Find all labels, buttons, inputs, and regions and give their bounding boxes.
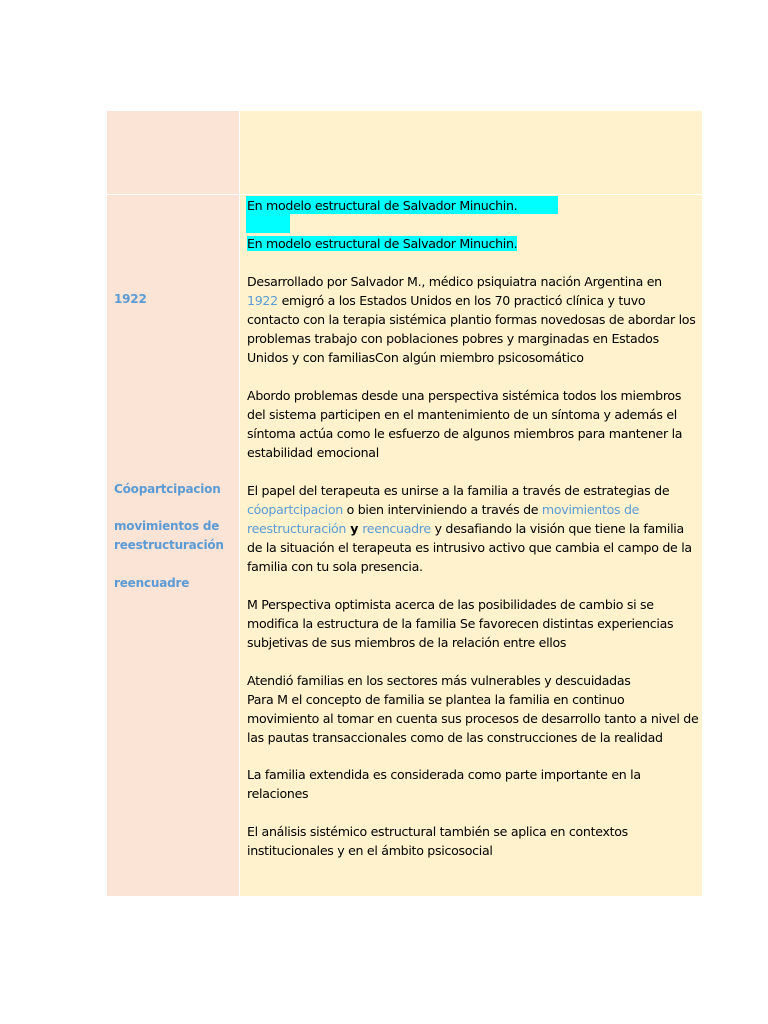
families-text-b: Para M el concepto de familia se plantea la familia en continuo movimiento al tomar en cuenta sus procesos de desarrollo tanto a nivel de las pautas transaccionales como de las construcciones de la realidad xyxy=(247,692,699,745)
role-coopartcipacion: cóopartcipacion xyxy=(247,502,343,517)
families-text-a: Atendió familias en los sectores más vulnerables y descuidadas xyxy=(247,673,631,688)
role-movimientos: movimientos de reestructuración xyxy=(247,502,640,536)
intro-text-b: emigró a los Estados Unidos en los 70 practicó clínica y tuvo contacto con la terapia sistémica plantio formas novedosas de abordar los problemas trabajo con poblaciones pobres y marginadas en Estados Unidos y con familiasCon algún miembro psicosomático xyxy=(247,293,696,365)
role-reencuadre: reencuadre xyxy=(362,521,431,536)
label-reestructuracion: reestructuración xyxy=(114,538,224,552)
role-y: y xyxy=(346,521,363,536)
title-line-2 xyxy=(247,234,699,253)
paragraph-approach: Abordo problemas desde una perspectiva sistémica todos los miembros del sistema participen en el mantenimiento de un síntoma y además el síntoma actúa como le esfuerzo de algunos miembros para mantener la estabilidad emocional xyxy=(247,388,683,460)
label-reencuadre: reencuadre xyxy=(114,576,190,590)
intro-year: 1922 xyxy=(247,293,278,308)
right-header-cell xyxy=(240,111,702,194)
role-text-b: o bien interviniendo a través de xyxy=(342,502,542,517)
paragraph-extended-family: La familia extendida es considerada como parte importante en la relaciones xyxy=(247,767,641,801)
label-coopartcipacion: Cóopartcipacion xyxy=(114,482,221,496)
role-text-a: El papel del terapeuta es unirse a la familia a través de estrategias de xyxy=(247,483,670,498)
left-header-cell xyxy=(107,111,239,194)
paragraph-intro xyxy=(247,272,699,367)
paragraph-structural-analysis: El análisis sistémico estructural también se aplica en contextos institucionales y en el ámbito psicosocial xyxy=(247,824,628,858)
role-text-c: y desafiando la visión que tiene la familia de la situación el terapeuta es intrusivo activo que cambia el campo de la familia con tu sola presencia. xyxy=(247,521,692,574)
left-body-cell xyxy=(107,195,239,896)
label-year: 1922 xyxy=(114,292,147,306)
intro-text-a: Desarrollado por Salvador M., médico psiquiatra nación Argentina en xyxy=(247,274,662,289)
highlight-band-empty-line xyxy=(246,214,290,233)
title-line-1: En modelo estructural de Salvador Minuchin. xyxy=(247,198,518,213)
paragraph-families xyxy=(247,671,699,747)
label-movimientos: movimientos de xyxy=(114,519,220,533)
paragraph-therapist-role xyxy=(247,481,699,576)
paragraph-perspective: M Perspectiva optimista acerca de las posibilidades de cambio si se modifica la estructura de la familia Se favorecen distintas experiencias subjetivas de sus miembros de la relación entre ellos xyxy=(247,597,674,650)
right-body-cell xyxy=(240,195,702,896)
title-line-2-text: En modelo estructural de Salvador Minuchin. xyxy=(247,236,518,251)
document-table xyxy=(107,111,702,896)
